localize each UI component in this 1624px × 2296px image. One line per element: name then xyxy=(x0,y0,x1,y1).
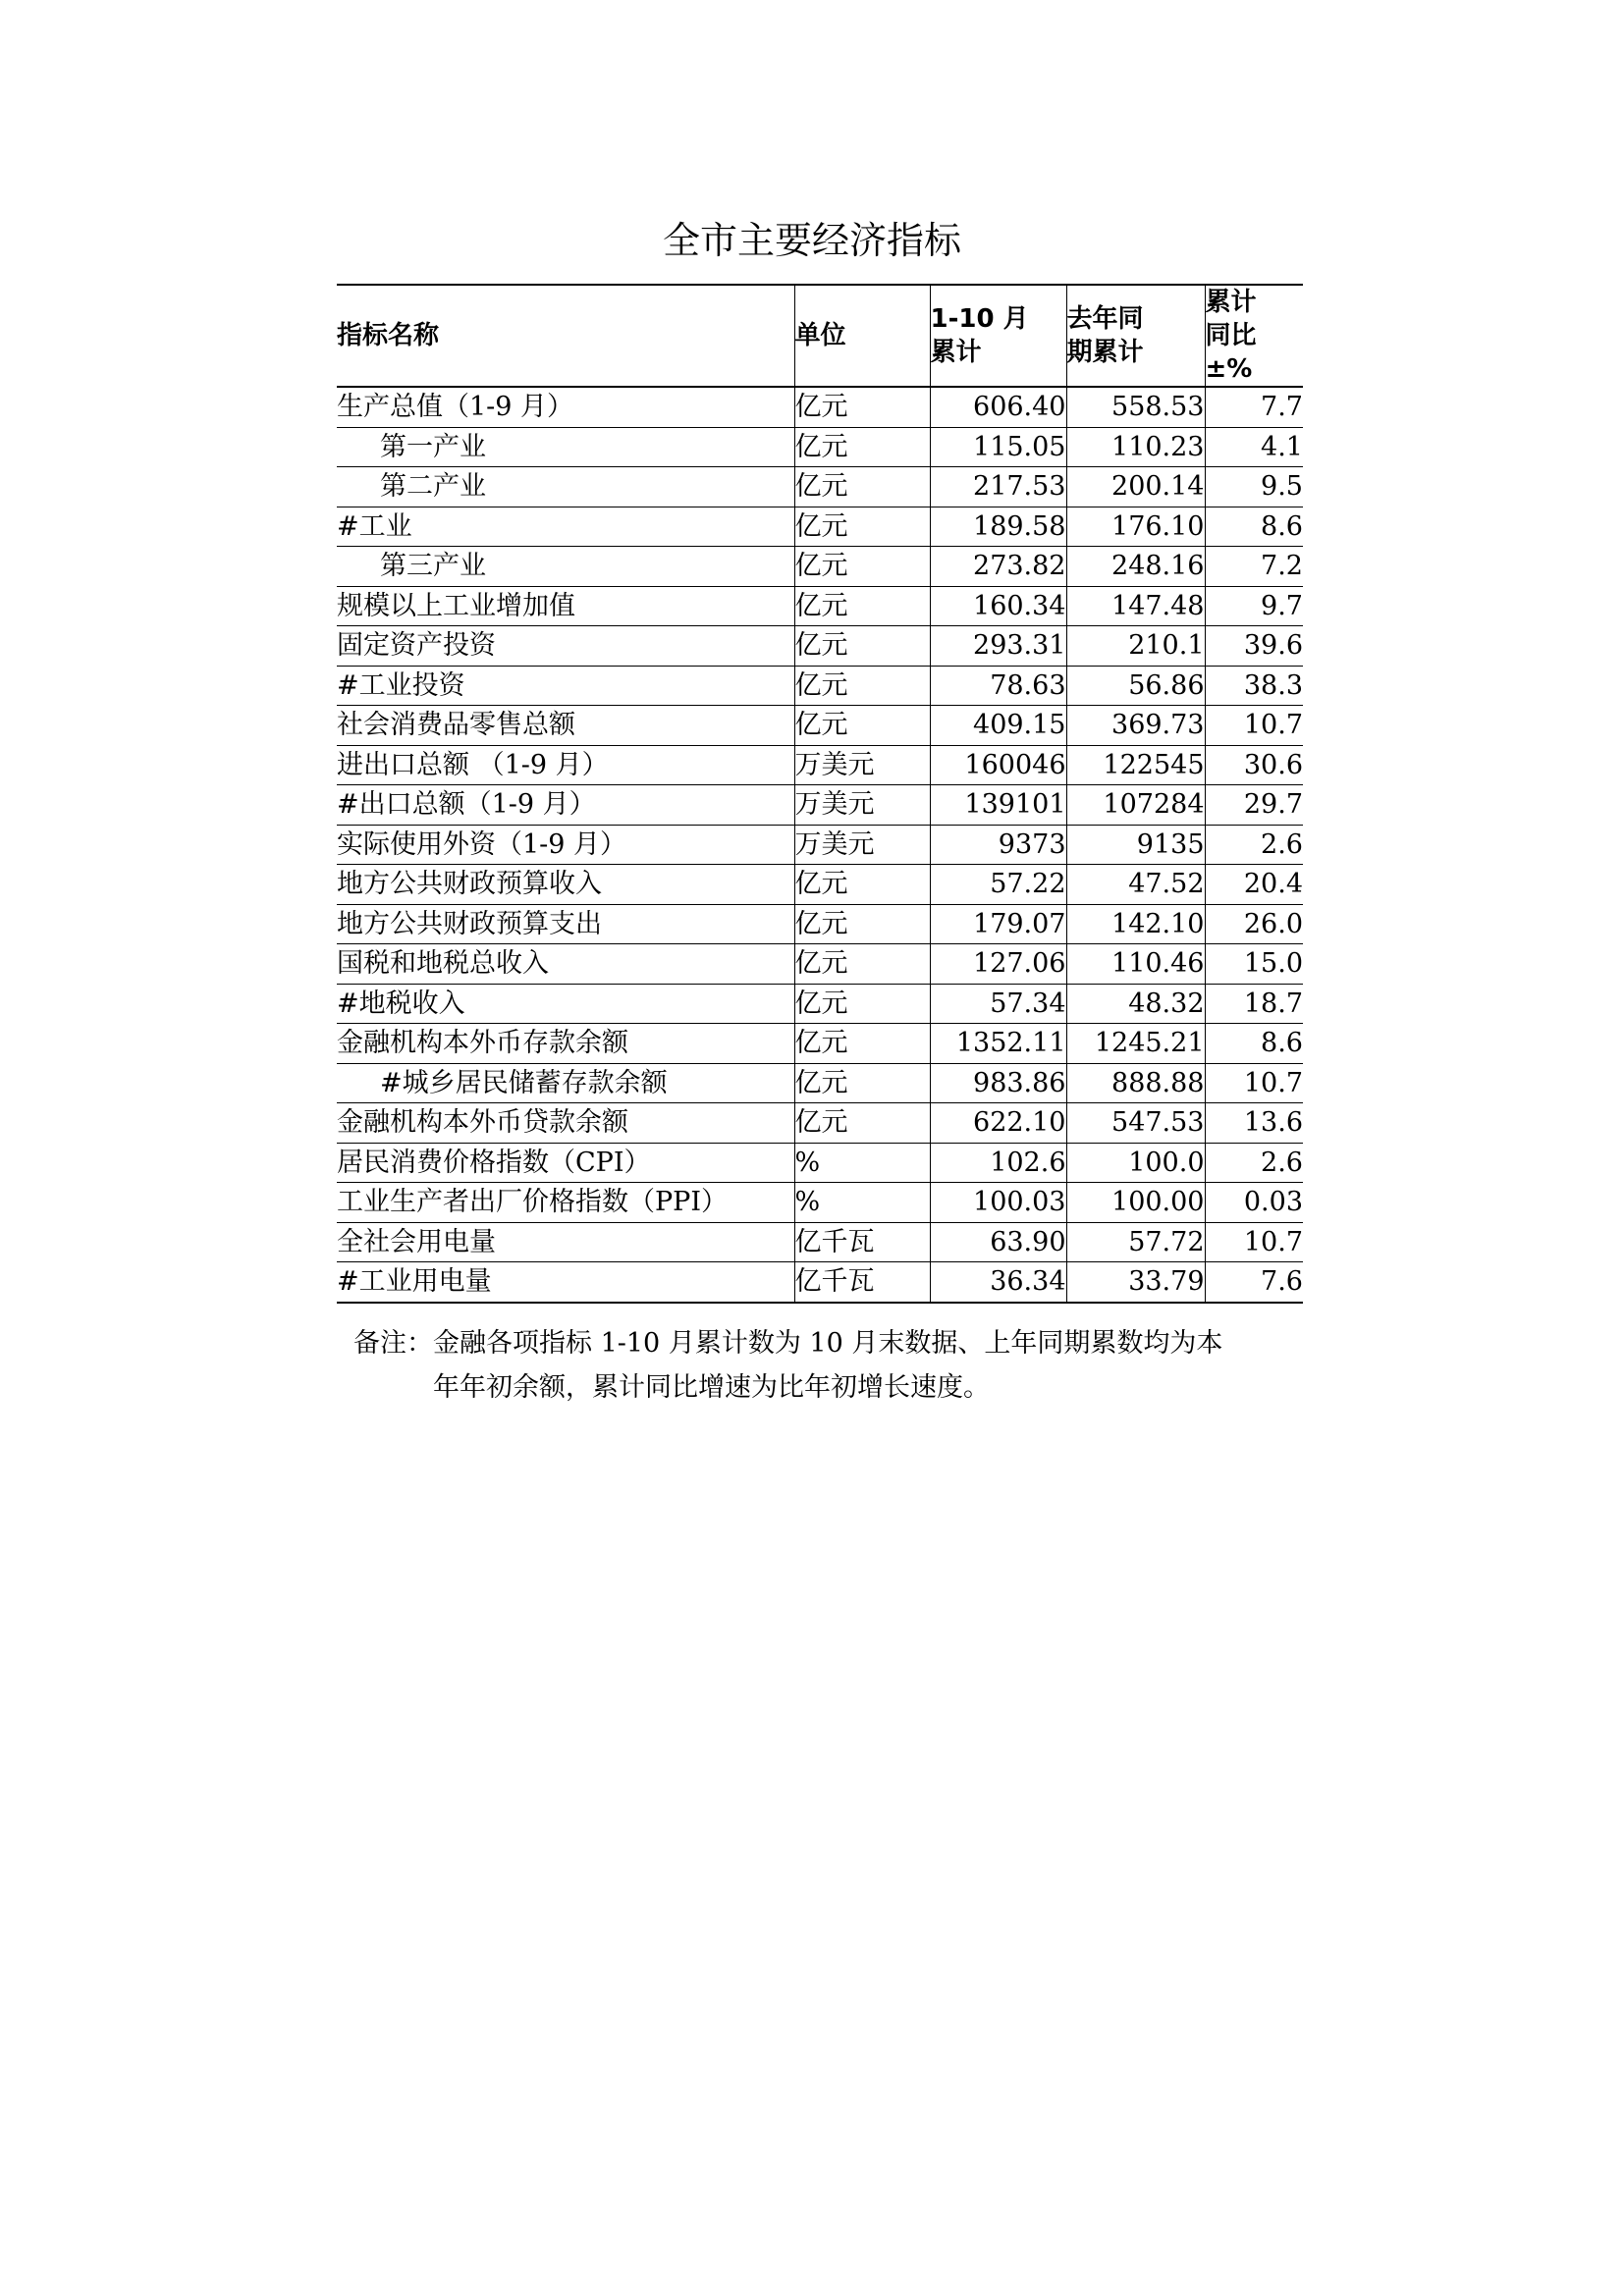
row-name: 生产总值（1-9 月） xyxy=(337,387,794,427)
row-current: 102.6 xyxy=(930,1143,1066,1183)
row-unit: 万美元 xyxy=(794,745,930,785)
row-current: 115.05 xyxy=(930,427,1066,467)
row-current: 63.90 xyxy=(930,1222,1066,1262)
row-current: 57.34 xyxy=(930,984,1066,1024)
row-pct: 2.6 xyxy=(1205,1143,1303,1183)
table-row xyxy=(337,1024,1303,1064)
row-unit: 万美元 xyxy=(794,785,930,826)
row-current: 189.58 xyxy=(930,507,1066,547)
header-previous-line2: 期累计 xyxy=(1066,338,1144,367)
row-pct: 20.4 xyxy=(1205,865,1303,905)
row-pct: 9.5 xyxy=(1205,467,1303,507)
row-pct: 38.3 xyxy=(1205,666,1303,706)
table-row xyxy=(337,467,1303,507)
row-current: 57.22 xyxy=(930,865,1066,905)
row-current: 622.10 xyxy=(930,1103,1066,1144)
row-pct: 18.7 xyxy=(1205,984,1303,1024)
row-current: 1352.11 xyxy=(930,1024,1066,1064)
row-previous: 547.53 xyxy=(1066,1103,1205,1144)
row-unit: 亿元 xyxy=(794,865,930,905)
row-unit: 亿元 xyxy=(794,626,930,667)
header-indicator-name: 指标名称 xyxy=(337,285,794,387)
row-previous: 48.32 xyxy=(1066,984,1205,1024)
row-pct: 8.6 xyxy=(1205,1024,1303,1064)
row-pct: 7.6 xyxy=(1205,1262,1303,1303)
header-unit: 单位 xyxy=(794,285,930,387)
table-row xyxy=(337,865,1303,905)
row-pct: 39.6 xyxy=(1205,626,1303,667)
row-name: 实际使用外资（1-9 月） xyxy=(337,825,794,865)
row-pct: 10.7 xyxy=(1205,1222,1303,1262)
row-pct: 30.6 xyxy=(1205,745,1303,785)
row-previous: 47.52 xyxy=(1066,865,1205,905)
row-name: 国税和地税总收入 xyxy=(337,944,794,985)
row-pct: 29.7 xyxy=(1205,785,1303,826)
row-name: #地税收入 xyxy=(337,984,794,1024)
indicator-table xyxy=(337,284,1303,1304)
table-row xyxy=(337,626,1303,667)
footnote-line2: 年年初余额，累计同比增速为比年初增长速度。 xyxy=(433,1372,990,1403)
row-unit: 亿元 xyxy=(794,507,930,547)
table-row xyxy=(337,1183,1303,1223)
header-current-cumulative xyxy=(930,285,1066,387)
row-unit: % xyxy=(794,1143,930,1183)
row-name: 工业生产者出厂价格指数（PPI） xyxy=(337,1183,794,1223)
row-pct: 26.0 xyxy=(1205,904,1303,944)
row-unit: 亿元 xyxy=(794,1103,930,1144)
table-row xyxy=(337,825,1303,865)
table-row xyxy=(337,904,1303,944)
row-name: #城乡居民储蓄存款余额 xyxy=(337,1063,794,1103)
row-pct: 7.7 xyxy=(1205,387,1303,427)
row-name: 金融机构本外币贷款余额 xyxy=(337,1103,794,1144)
table-row xyxy=(337,944,1303,985)
row-name: 社会消费品零售总额 xyxy=(337,706,794,746)
row-current: 100.03 xyxy=(930,1183,1066,1223)
header-yoy-change xyxy=(1205,285,1303,387)
table-row xyxy=(337,586,1303,626)
table-row xyxy=(337,1143,1303,1183)
header-previous-cumulative xyxy=(1066,285,1205,387)
header-pct-line3: ±% xyxy=(1205,354,1253,384)
row-name: 进出口总额 （1-9 月） xyxy=(337,745,794,785)
row-previous: 122545 xyxy=(1066,745,1205,785)
row-name: 金融机构本外币存款余额 xyxy=(337,1024,794,1064)
row-current: 273.82 xyxy=(930,547,1066,587)
row-unit: % xyxy=(794,1183,930,1223)
row-unit: 亿元 xyxy=(794,427,930,467)
row-current: 983.86 xyxy=(930,1063,1066,1103)
table-row xyxy=(337,745,1303,785)
table-row xyxy=(337,984,1303,1024)
row-previous: 142.10 xyxy=(1066,904,1205,944)
row-unit: 亿元 xyxy=(794,387,930,427)
row-name: 第一产业 xyxy=(337,427,794,467)
row-current: 78.63 xyxy=(930,666,1066,706)
row-current: 293.31 xyxy=(930,626,1066,667)
row-previous: 57.72 xyxy=(1066,1222,1205,1262)
table-row xyxy=(337,1262,1303,1303)
row-unit: 万美元 xyxy=(794,825,930,865)
table-row xyxy=(337,1103,1303,1144)
table-row xyxy=(337,547,1303,587)
row-pct: 2.6 xyxy=(1205,825,1303,865)
row-pct: 4.1 xyxy=(1205,427,1303,467)
row-name: #工业 xyxy=(337,507,794,547)
row-unit: 亿千瓦 xyxy=(794,1262,930,1303)
row-name: 居民消费价格指数（CPI） xyxy=(337,1143,794,1183)
footnote-line1: 备注：金融各项指标 1-10 月累计数为 10 月末数据、上年同期累数均为本 xyxy=(353,1328,1223,1359)
row-current: 179.07 xyxy=(930,904,1066,944)
row-previous: 56.86 xyxy=(1066,666,1205,706)
row-current: 160.34 xyxy=(930,586,1066,626)
row-name: #工业投资 xyxy=(337,666,794,706)
row-current: 36.34 xyxy=(930,1262,1066,1303)
row-pct: 7.2 xyxy=(1205,547,1303,587)
row-previous: 558.53 xyxy=(1066,387,1205,427)
row-name: 第三产业 xyxy=(337,547,794,587)
row-previous: 33.79 xyxy=(1066,1262,1205,1303)
table-row xyxy=(337,427,1303,467)
row-name: 全社会用电量 xyxy=(337,1222,794,1262)
row-pct: 8.6 xyxy=(1205,507,1303,547)
row-name: 地方公共财政预算支出 xyxy=(337,904,794,944)
row-name: 规模以上工业增加值 xyxy=(337,586,794,626)
table-row xyxy=(337,1063,1303,1103)
header-current-line1: 1-10 月 xyxy=(930,304,1029,334)
row-unit: 亿元 xyxy=(794,666,930,706)
row-current: 606.40 xyxy=(930,387,1066,427)
header-current-line2: 累计 xyxy=(930,338,982,367)
header-pct-line2: 同比 xyxy=(1205,321,1257,350)
row-name: 固定资产投资 xyxy=(337,626,794,667)
row-previous: 888.88 xyxy=(1066,1063,1205,1103)
row-previous: 210.1 xyxy=(1066,626,1205,667)
table-header-row xyxy=(337,285,1303,387)
row-previous: 369.73 xyxy=(1066,706,1205,746)
row-previous: 248.16 xyxy=(1066,547,1205,587)
row-previous: 100.00 xyxy=(1066,1183,1205,1223)
row-current: 217.53 xyxy=(930,467,1066,507)
row-unit: 亿元 xyxy=(794,984,930,1024)
table-row xyxy=(337,387,1303,427)
header-pct-line1: 累计 xyxy=(1205,288,1257,317)
row-name: #工业用电量 xyxy=(337,1262,794,1303)
row-pct: 15.0 xyxy=(1205,944,1303,985)
row-unit: 亿元 xyxy=(794,706,930,746)
page-title: 全市主要经济指标 xyxy=(662,219,961,262)
table-row xyxy=(337,785,1303,826)
row-previous: 110.46 xyxy=(1066,944,1205,985)
row-unit: 亿千瓦 xyxy=(794,1222,930,1262)
table-row xyxy=(337,706,1303,746)
row-pct: 10.7 xyxy=(1205,706,1303,746)
row-current: 160046 xyxy=(930,745,1066,785)
row-previous: 1245.21 xyxy=(1066,1024,1205,1064)
row-unit: 亿元 xyxy=(794,547,930,587)
row-current: 409.15 xyxy=(930,706,1066,746)
row-name: 地方公共财政预算收入 xyxy=(337,865,794,905)
table-row xyxy=(337,1222,1303,1262)
row-unit: 亿元 xyxy=(794,1063,930,1103)
row-previous: 9135 xyxy=(1066,825,1205,865)
row-current: 127.06 xyxy=(930,944,1066,985)
row-previous: 107284 xyxy=(1066,785,1205,826)
table-row xyxy=(337,666,1303,706)
row-previous: 176.10 xyxy=(1066,507,1205,547)
row-previous: 100.0 xyxy=(1066,1143,1205,1183)
row-pct: 10.7 xyxy=(1205,1063,1303,1103)
row-unit: 亿元 xyxy=(794,1024,930,1064)
row-current: 9373 xyxy=(930,825,1066,865)
table-row xyxy=(337,507,1303,547)
row-previous: 147.48 xyxy=(1066,586,1205,626)
footnote xyxy=(353,1321,1296,1410)
row-pct: 13.6 xyxy=(1205,1103,1303,1144)
row-previous: 110.23 xyxy=(1066,427,1205,467)
row-unit: 亿元 xyxy=(794,467,930,507)
row-current: 139101 xyxy=(930,785,1066,826)
row-name: #出口总额（1-9 月） xyxy=(337,785,794,826)
row-unit: 亿元 xyxy=(794,944,930,985)
row-pct: 9.7 xyxy=(1205,586,1303,626)
row-previous: 200.14 xyxy=(1066,467,1205,507)
row-pct: 0.03 xyxy=(1205,1183,1303,1223)
row-name: 第二产业 xyxy=(337,467,794,507)
header-previous-line1: 去年同 xyxy=(1066,304,1144,334)
row-unit: 亿元 xyxy=(794,586,930,626)
row-unit: 亿元 xyxy=(794,904,930,944)
